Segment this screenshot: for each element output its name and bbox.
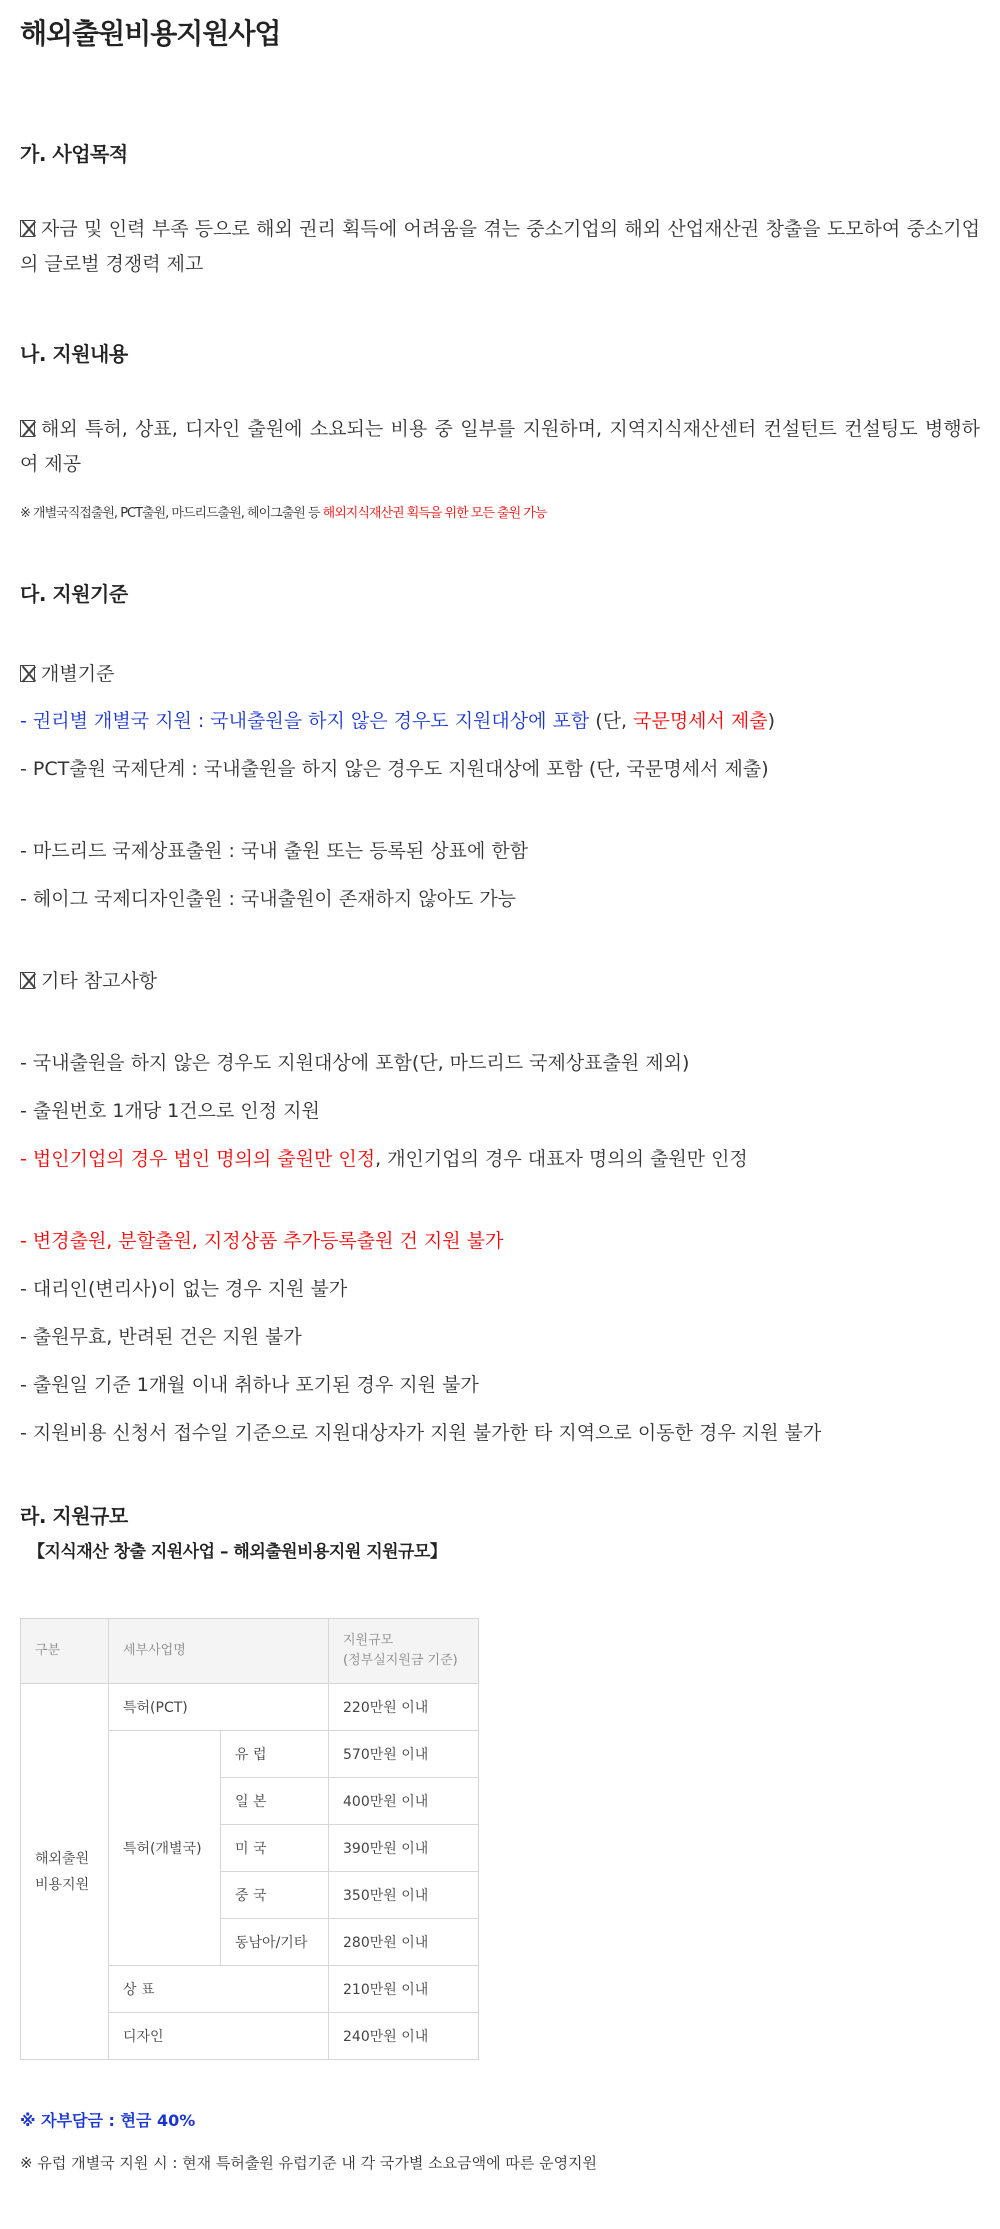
- section-heading-content: 나. 지원내용: [20, 342, 128, 366]
- etc-line-2: - 출원번호 1개당 1건으로 인정 지원: [20, 1100, 320, 1122]
- content-note-highlight: 해외지식재산권 획득을 위한 모든 출원 가능: [322, 506, 547, 521]
- content-note: [20, 502, 546, 521]
- etc-line-4: - 변경출원, 분할출원, 지정상품 추가등록출원 건 지원 불가: [20, 1230, 504, 1252]
- header-category: 구분: [21, 1619, 109, 1684]
- header-amount-line2: (정부실지원금 기준): [343, 1653, 458, 1668]
- group-cell: [21, 1684, 109, 2060]
- row-amount-design: 240만원 이내: [329, 2013, 479, 2060]
- individual-criteria-text: 개별기준: [41, 663, 115, 685]
- page-title: 해외출원비용지원사업: [20, 17, 281, 50]
- criteria-line-1-plain: (단,: [589, 710, 634, 732]
- row-amount-trademark: 210만원 이내: [329, 1966, 479, 2013]
- row-amount-pct: 220만원 이내: [329, 1684, 479, 1731]
- purpose-text: [20, 212, 980, 282]
- etc-line-8: - 지원비용 신청서 접수일 기준으로 지원대상자가 지원 불가한 타 지역으로 이동한 경우 지원 불가: [20, 1422, 822, 1444]
- section-heading-criteria: 다. 지원기준: [20, 582, 128, 606]
- purpose-text-body: 자금 및 인력 부족 등으로 해외 권리 획득에 어려움을 겪는 중소기업의 해외 산업재산권 창출을 도모하여 중소기업의 글로벌 경쟁력 제고: [20, 218, 980, 275]
- criteria-line-4: - 헤이그 국제디자인출원 : 국내출원이 존재하지 않아도 가능: [20, 888, 517, 910]
- header-amount-line1: 지원규모: [343, 1633, 394, 1648]
- etc-line-7: - 출원일 기준 1개월 이내 취하나 포기된 경우 지원 불가: [20, 1374, 479, 1396]
- row-amount-china: 350만원 이내: [329, 1872, 479, 1919]
- content-text-body: 해외 특허, 상표, 디자인 출원에 소요되는 비용 중 일부를 지원하며, 지역지식재산센터 컨설턴트 컨설팅도 병행하여 제공: [20, 418, 980, 475]
- table-row: [21, 1684, 479, 1731]
- group-line2: 비용지원: [35, 1876, 90, 1893]
- section-heading-purpose: 가. 사업목적: [20, 142, 128, 166]
- header-amount: [329, 1619, 479, 1684]
- etc-label: [20, 966, 157, 993]
- footnote-europe: ※ 유럽 개별국 지원 시 : 현재 특허출원 유럽기준 내 각 국가별 소요금액에 따른 운영지원: [20, 2154, 598, 2172]
- etc-line-1: - 국내출원을 하지 않은 경우도 지원대상에 포함(단, 마드리드 국제상표출원 제외): [20, 1052, 690, 1074]
- row-name-trademark: 상 표: [109, 1966, 329, 2013]
- checkbox-icon: [20, 420, 35, 437]
- etc-line-3-red: - 법인기업의 경우 법인 명의의 출원만 인정: [20, 1148, 376, 1170]
- criteria-line-1: [20, 706, 775, 733]
- footnote-self-payment: ※ 자부담금 : 현금 40%: [20, 2111, 196, 2130]
- criteria-line-3: - 마드리드 국제상표출원 : 국내 출원 또는 등록된 상표에 한함: [20, 840, 529, 862]
- checkbox-icon: [20, 665, 35, 682]
- etc-line-5: - 대리인(변리사)이 없는 경우 지원 불가: [20, 1278, 348, 1300]
- content-text: [20, 412, 980, 482]
- row-amount-europe: 570만원 이내: [329, 1731, 479, 1778]
- checkbox-icon: [20, 972, 35, 989]
- etc-line-6: - 출원무효, 반려된 건은 지원 불가: [20, 1326, 302, 1348]
- table-header-row: [21, 1619, 479, 1684]
- row-name-individual: 특허(개별국): [109, 1731, 221, 1966]
- criteria-line-1-close: ): [767, 710, 776, 732]
- etc-line-3-plain: , 개인기업의 경우 대표자 명의의 출원만 인정: [375, 1148, 748, 1170]
- individual-criteria-label: [20, 659, 114, 686]
- etc-line-3: [20, 1144, 748, 1171]
- row-amount-asean: 280만원 이내: [329, 1919, 479, 1966]
- table-caption: 【지식재산 창출 지원사업 – 해외출원비용지원 지원규모】: [28, 1542, 447, 1562]
- criteria-line-1-red: 국문명세서 제출: [633, 710, 768, 732]
- row-name-asean: 동남아/기타: [221, 1919, 329, 1966]
- section-heading-scale: 라. 지원규모: [20, 1504, 128, 1528]
- content-note-plain: ※ 개별국직접출원, PCT출원, 마드리드출원, 헤이그출원 등: [20, 506, 323, 521]
- row-name-china: 중 국: [221, 1872, 329, 1919]
- checkbox-icon: [20, 220, 35, 237]
- row-name-pct: 특허(PCT): [109, 1684, 329, 1731]
- row-name-design: 디자인: [109, 2013, 329, 2060]
- row-amount-usa: 390만원 이내: [329, 1825, 479, 1872]
- row-name-usa: 미 국: [221, 1825, 329, 1872]
- group-line1: 해외출원: [35, 1850, 90, 1867]
- row-name-japan: 일 본: [221, 1778, 329, 1825]
- row-amount-japan: 400만원 이내: [329, 1778, 479, 1825]
- header-program: 세부사업명: [109, 1619, 329, 1684]
- criteria-line-1-blue: - 권리별 개별국 지원 : 국내출원을 하지 않은 경우도 지원대상에 포함: [20, 710, 590, 732]
- etc-label-text: 기타 참고사항: [41, 970, 158, 992]
- support-scale-table: [20, 1618, 479, 2060]
- criteria-line-2: - PCT출원 국제단계 : 국내출원을 하지 않은 경우도 지원대상에 포함 (단, 국문명세서 제출): [20, 758, 769, 780]
- row-name-europe: 유 럽: [221, 1731, 329, 1778]
